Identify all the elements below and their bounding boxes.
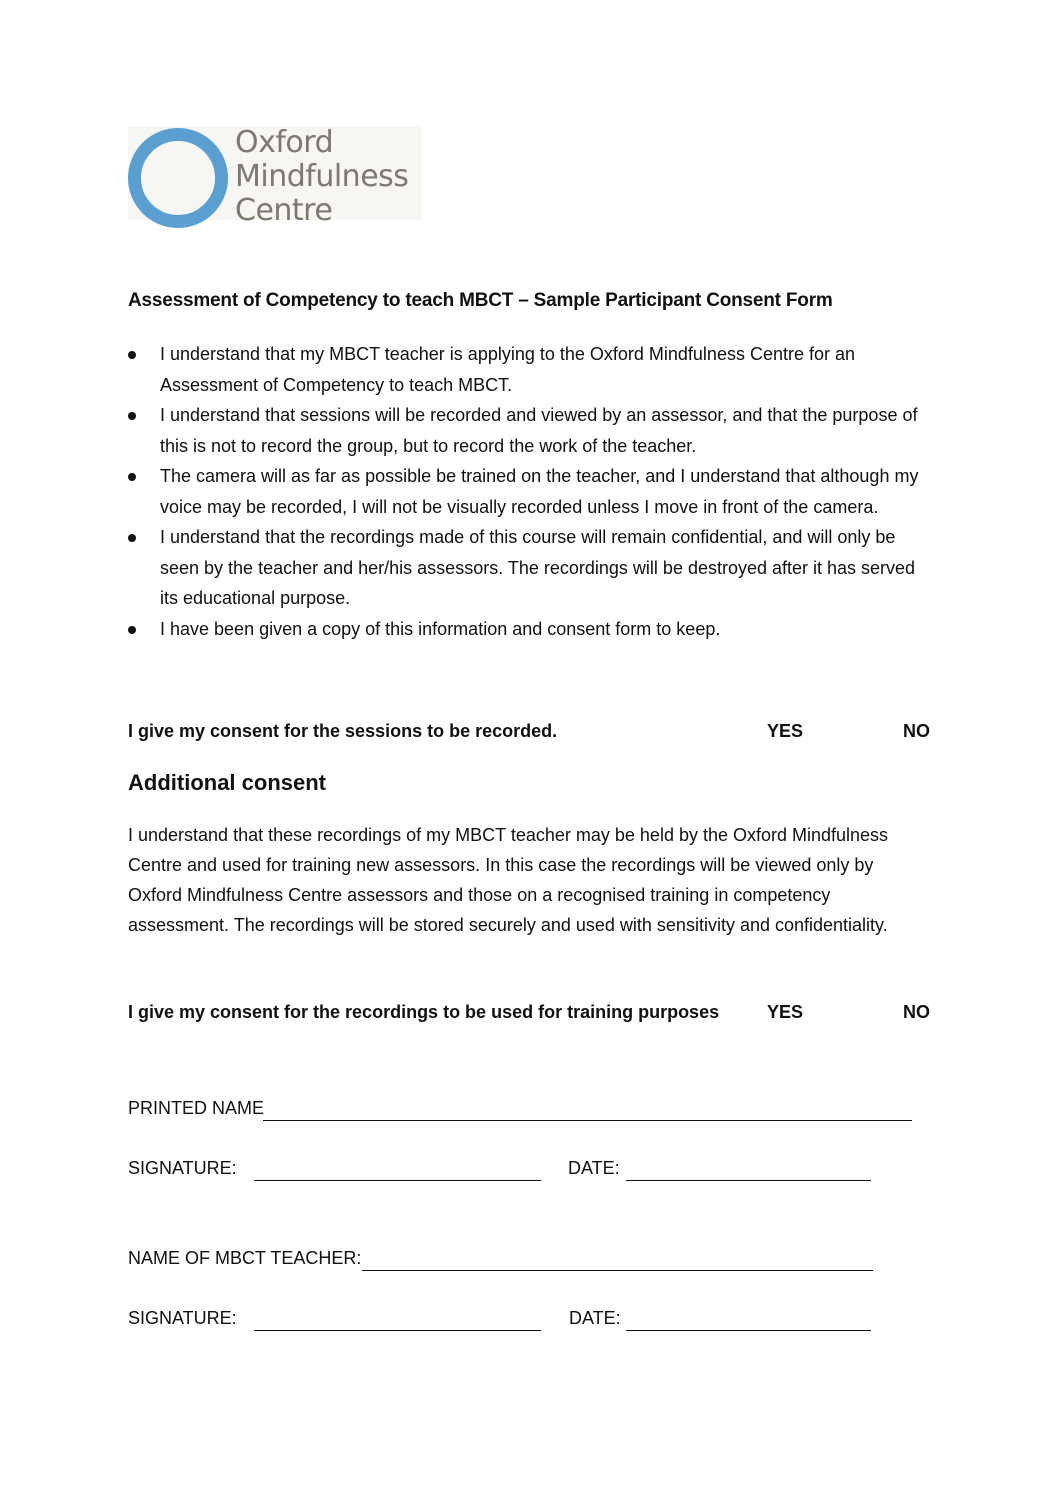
teacher-signature-field[interactable] [254,1330,541,1331]
teacher-name-label: NAME OF MBCT TEACHER: [128,1248,362,1268]
consent-statement [128,461,938,522]
participant-date-label: DATE: [568,1158,620,1178]
recording-consent-no-option[interactable]: NO [903,721,930,741]
bullet-icon [128,412,136,420]
consent-statement-text: I understand that sessions will be recorded and viewed by an assessor, and that the purpose of this is not to record the group, but to record the work of the teacher. [160,405,918,456]
consent-statements-list [128,339,938,644]
consent-statement [128,522,938,614]
recording-consent-yes-option[interactable]: YES [767,721,804,741]
consent-statement-text: I understand that the recordings made of this course will remain confidential, and will only be seen by the teacher and her/his assessors. The recordings will be destroyed after it has served its educational purpose. [160,527,916,608]
consent-statement [128,614,938,645]
teacher-date-field[interactable] [626,1330,871,1331]
additional-consent-heading: Additional consent [128,770,326,795]
logo-circle-icon [128,128,228,228]
logo-line-3: Centre [235,193,333,228]
consent-statement [128,339,938,400]
bullet-icon [128,626,136,634]
teacher-signature-label: SIGNATURE: [128,1308,237,1328]
teacher-name-field[interactable] [362,1270,873,1271]
teacher-date-label: DATE: [569,1308,621,1328]
training-consent-yes-option[interactable]: YES [767,1002,804,1022]
recording-consent-label: I give my consent for the sessions to be recorded. [128,721,558,741]
logo-line-2: Mindfulness [235,159,409,194]
printed-name-field[interactable] [263,1120,912,1121]
bullet-icon [128,351,136,359]
consent-statement-text: I understand that my MBCT teacher is applying to the Oxford Mindfulness Centre for an Assessment of Competency to teach MBCT. [160,344,856,395]
oxford-mindfulness-centre-logo [128,125,422,228]
participant-signature-field[interactable] [254,1180,541,1181]
participant-date-field[interactable] [626,1180,871,1181]
bullet-icon [128,473,136,481]
consent-statement-text: The camera will as far as possible be trained on the teacher, and I understand that although my voice may be recorded, I will not be visually recorded unless I move in front of the camera. [160,466,919,517]
recording-consent-row [128,721,930,747]
training-consent-no-option[interactable]: NO [903,1002,930,1022]
training-consent-label: I give my consent for the recordings to be used for training purposes [128,1002,720,1022]
form-title: Assessment of Competency to teach MBCT – Sample Participant Consent Form [128,290,833,311]
additional-consent-text: I understand that these recordings of my MBCT teacher may be held by the Oxford Mindfulness Centre and used for training new assessors. In this case the recordings will be viewed only by Oxford Mindfulness Centre assessors and those on a recognised training in competency assessment. The recordings will be stored securely and used with sensitivity and confidentiality. [128,825,889,935]
training-consent-row [128,1002,930,1028]
printed-name-label: PRINTED NAME [128,1098,265,1118]
participant-signature-label: SIGNATURE: [128,1158,237,1178]
consent-statement [128,400,938,461]
logo-wordmark [235,126,408,228]
consent-statement-text: I have been given a copy of this information and consent form to keep. [160,618,721,639]
logo-line-1: Oxford [235,125,334,160]
bullet-icon [128,534,136,542]
